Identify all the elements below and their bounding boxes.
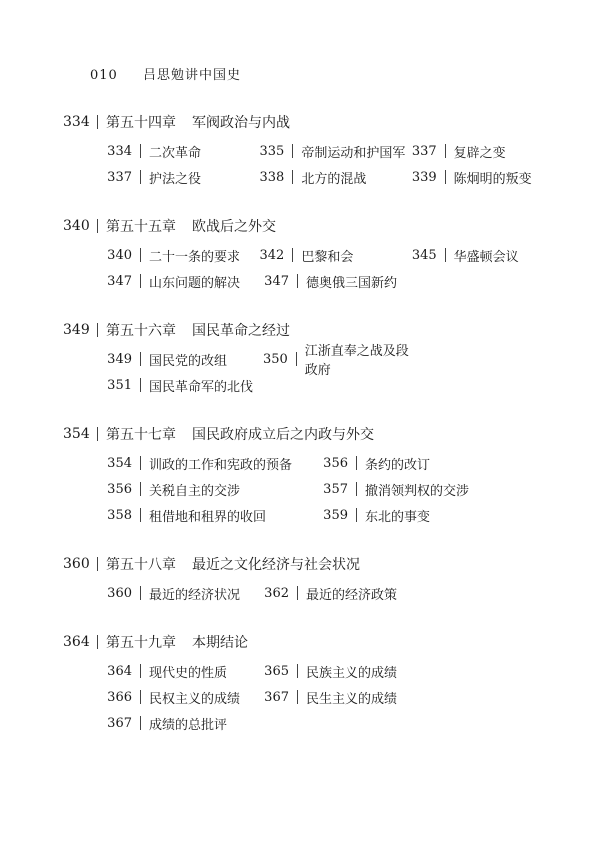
separator-bar bbox=[292, 170, 293, 184]
section-page-number: 339 bbox=[411, 169, 437, 185]
section-title: 陈炯明的叛变 bbox=[453, 171, 532, 187]
separator-bar bbox=[97, 219, 98, 233]
section-list bbox=[106, 138, 563, 190]
chapter-number: 第五十七章 bbox=[106, 427, 176, 443]
separator-bar bbox=[292, 144, 293, 158]
separator-bar bbox=[356, 456, 357, 470]
section-page-number: 347 bbox=[107, 273, 132, 289]
separator-bar bbox=[445, 144, 446, 158]
section-title: 山东问题的解决 bbox=[149, 275, 241, 291]
section-row bbox=[106, 684, 563, 710]
section-title: 国民革命军的北伐 bbox=[149, 379, 254, 395]
section-entry[interactable] bbox=[106, 506, 322, 525]
section-title: 德奥俄三国新约 bbox=[306, 275, 398, 291]
section-entry[interactable] bbox=[106, 376, 263, 395]
chapter-title: 本期结论 bbox=[192, 635, 248, 651]
section-title: 华盛顿会议 bbox=[453, 249, 519, 265]
section-page-number: 359 bbox=[323, 507, 348, 523]
section-page-number: 351 bbox=[107, 377, 132, 393]
separator-bar bbox=[140, 586, 141, 600]
section-entry[interactable] bbox=[106, 142, 258, 161]
section-entry[interactable] bbox=[106, 454, 322, 473]
chapter-heading[interactable] bbox=[63, 216, 563, 236]
section-row bbox=[106, 138, 563, 164]
separator-bar bbox=[356, 482, 357, 496]
separator-bar bbox=[297, 690, 298, 704]
chapter-page-number: 364 bbox=[63, 634, 90, 650]
section-page-number: 366 bbox=[107, 689, 132, 705]
section-title: 二十一条的要求 bbox=[149, 249, 241, 265]
section-entry[interactable] bbox=[258, 246, 410, 265]
section-page-number: 367 bbox=[264, 689, 289, 705]
section-entry[interactable] bbox=[106, 584, 263, 603]
section-title: 江浙直奉之战及段政府 bbox=[304, 344, 409, 378]
section-title: 护法之役 bbox=[149, 171, 202, 187]
separator-bar bbox=[140, 274, 141, 288]
section-row bbox=[106, 710, 563, 736]
section-title: 训政的工作和宪政的预备 bbox=[149, 457, 293, 473]
section-row bbox=[106, 344, 563, 378]
section-page-number: 364 bbox=[107, 663, 132, 679]
chapter-title: 军阀政治与内战 bbox=[192, 115, 290, 131]
section-page-number: 349 bbox=[107, 351, 132, 367]
section-title: 巴黎和会 bbox=[301, 249, 354, 265]
section-page-number: 338 bbox=[259, 169, 285, 185]
chapter-entry bbox=[63, 632, 563, 736]
chapter-entry bbox=[63, 112, 563, 190]
section-entry[interactable] bbox=[106, 662, 263, 681]
separator-bar bbox=[140, 352, 141, 366]
section-entry[interactable] bbox=[263, 662, 420, 681]
separator-bar bbox=[140, 144, 141, 158]
section-entry[interactable] bbox=[263, 340, 420, 378]
separator-bar bbox=[140, 170, 141, 184]
section-list bbox=[106, 658, 563, 736]
separator-bar bbox=[292, 248, 293, 262]
section-title: 关税自主的交涉 bbox=[149, 483, 241, 499]
section-page-number: 360 bbox=[107, 585, 132, 601]
chapter-heading[interactable] bbox=[63, 112, 563, 132]
separator-bar bbox=[97, 115, 98, 129]
section-page-number: 357 bbox=[323, 481, 348, 497]
chapter-number: 第五十四章 bbox=[106, 115, 176, 131]
section-entry[interactable] bbox=[258, 168, 410, 187]
chapter-heading[interactable] bbox=[63, 320, 563, 340]
section-title: 民生主义的成绩 bbox=[306, 691, 398, 707]
running-header bbox=[90, 64, 241, 83]
section-entry[interactable] bbox=[411, 168, 563, 187]
book-title: 吕思勉讲中国史 bbox=[142, 68, 241, 83]
separator-bar bbox=[356, 508, 357, 522]
section-title: 最近的经济政策 bbox=[306, 587, 398, 603]
section-entry[interactable] bbox=[322, 454, 538, 473]
section-entry[interactable] bbox=[106, 246, 258, 265]
section-row bbox=[106, 476, 563, 502]
section-page-number: 345 bbox=[411, 247, 437, 263]
chapter-title: 欧战后之外交 bbox=[192, 219, 276, 235]
section-page-number: 335 bbox=[259, 143, 285, 159]
section-title: 二次革命 bbox=[149, 145, 202, 161]
chapter-number: 第五十八章 bbox=[106, 557, 176, 573]
section-row bbox=[106, 580, 563, 606]
section-page-number: 337 bbox=[107, 169, 132, 185]
section-entry[interactable] bbox=[106, 688, 263, 707]
section-title: 现代史的性质 bbox=[149, 665, 228, 681]
section-title: 民族主义的成绩 bbox=[306, 665, 398, 681]
section-entry[interactable] bbox=[411, 246, 563, 265]
separator-bar bbox=[445, 248, 446, 262]
section-title: 条约的改订 bbox=[365, 457, 431, 473]
separator-bar bbox=[140, 456, 141, 470]
chapter-number: 第五十六章 bbox=[106, 323, 176, 339]
section-title: 最近的经济状况 bbox=[149, 587, 241, 603]
separator-bar bbox=[97, 427, 98, 441]
chapter-title: 国民政府成立后之内政与外交 bbox=[192, 427, 374, 443]
table-of-contents bbox=[63, 112, 563, 762]
section-page-number: 367 bbox=[107, 715, 132, 731]
separator-bar bbox=[296, 352, 297, 366]
separator-bar bbox=[140, 716, 141, 730]
page-number: 010 bbox=[90, 68, 118, 83]
section-page-number: 354 bbox=[107, 455, 132, 471]
section-page-number: 358 bbox=[107, 507, 132, 523]
chapter-page-number: 354 bbox=[63, 426, 90, 442]
separator-bar bbox=[140, 690, 141, 704]
section-page-number: 347 bbox=[264, 273, 289, 289]
section-entry[interactable] bbox=[258, 142, 410, 161]
section-page-number: 356 bbox=[107, 481, 132, 497]
section-page-number: 365 bbox=[264, 663, 289, 679]
section-row bbox=[106, 268, 563, 294]
chapter-heading[interactable] bbox=[63, 424, 563, 444]
chapter-heading[interactable] bbox=[63, 554, 563, 574]
section-entry[interactable] bbox=[106, 350, 263, 369]
separator-bar bbox=[140, 664, 141, 678]
section-page-number: 334 bbox=[107, 143, 132, 159]
section-page-number: 362 bbox=[264, 585, 289, 601]
section-entry[interactable] bbox=[411, 142, 563, 161]
section-entry[interactable] bbox=[106, 480, 322, 499]
section-title: 成绩的总批评 bbox=[149, 717, 228, 733]
section-row bbox=[106, 164, 563, 190]
separator-bar bbox=[445, 170, 446, 184]
section-title: 东北的事变 bbox=[365, 509, 431, 525]
separator-bar bbox=[297, 664, 298, 678]
chapter-entry bbox=[63, 554, 563, 606]
chapter-number: 第五十五章 bbox=[106, 219, 176, 235]
section-page-number: 340 bbox=[107, 247, 132, 263]
section-title: 复辟之变 bbox=[453, 145, 506, 161]
chapter-page-number: 349 bbox=[63, 322, 90, 338]
section-title: 国民党的改组 bbox=[149, 353, 228, 369]
chapter-entry bbox=[63, 424, 563, 528]
section-title: 民权主义的成绩 bbox=[149, 691, 241, 707]
section-entry[interactable] bbox=[106, 272, 263, 291]
chapter-title: 最近之文化经济与社会状况 bbox=[192, 557, 360, 573]
section-entry[interactable] bbox=[322, 480, 538, 499]
section-title: 北方的混战 bbox=[301, 171, 367, 187]
separator-bar bbox=[140, 378, 141, 392]
chapter-title: 国民革命之经过 bbox=[192, 323, 290, 339]
section-list bbox=[106, 242, 563, 294]
chapter-page-number: 340 bbox=[63, 218, 90, 234]
chapter-page-number: 360 bbox=[63, 556, 90, 572]
section-entry[interactable] bbox=[106, 714, 263, 733]
section-list bbox=[106, 346, 563, 398]
section-row bbox=[106, 242, 563, 268]
chapter-entry bbox=[63, 320, 563, 398]
section-row bbox=[106, 502, 563, 528]
section-page-number: 350 bbox=[263, 351, 288, 367]
section-list bbox=[106, 450, 563, 528]
section-title: 帝制运动和护国军 bbox=[301, 145, 406, 161]
section-title: 撤消领判权的交涉 bbox=[365, 483, 470, 499]
section-list bbox=[106, 580, 563, 606]
separator-bar bbox=[140, 508, 141, 522]
section-entry[interactable] bbox=[106, 168, 258, 187]
section-page-number: 342 bbox=[259, 247, 285, 263]
section-page-number: 356 bbox=[323, 455, 348, 471]
chapter-entry bbox=[63, 216, 563, 294]
section-entry[interactable] bbox=[263, 688, 420, 707]
chapter-heading[interactable] bbox=[63, 632, 563, 652]
section-entry[interactable] bbox=[263, 272, 420, 291]
section-row bbox=[106, 658, 563, 684]
separator-bar bbox=[97, 557, 98, 571]
section-row bbox=[106, 450, 563, 476]
chapter-number: 第五十九章 bbox=[106, 635, 176, 651]
section-page-number: 337 bbox=[411, 143, 437, 159]
section-title: 租借地和租界的收回 bbox=[149, 509, 267, 525]
separator-bar bbox=[140, 482, 141, 496]
separator-bar bbox=[97, 323, 98, 337]
section-entry[interactable] bbox=[322, 506, 538, 525]
separator-bar bbox=[97, 635, 98, 649]
section-entry[interactable] bbox=[263, 584, 420, 603]
chapter-page-number: 334 bbox=[63, 114, 90, 130]
separator-bar bbox=[297, 274, 298, 288]
separator-bar bbox=[140, 248, 141, 262]
separator-bar bbox=[297, 586, 298, 600]
